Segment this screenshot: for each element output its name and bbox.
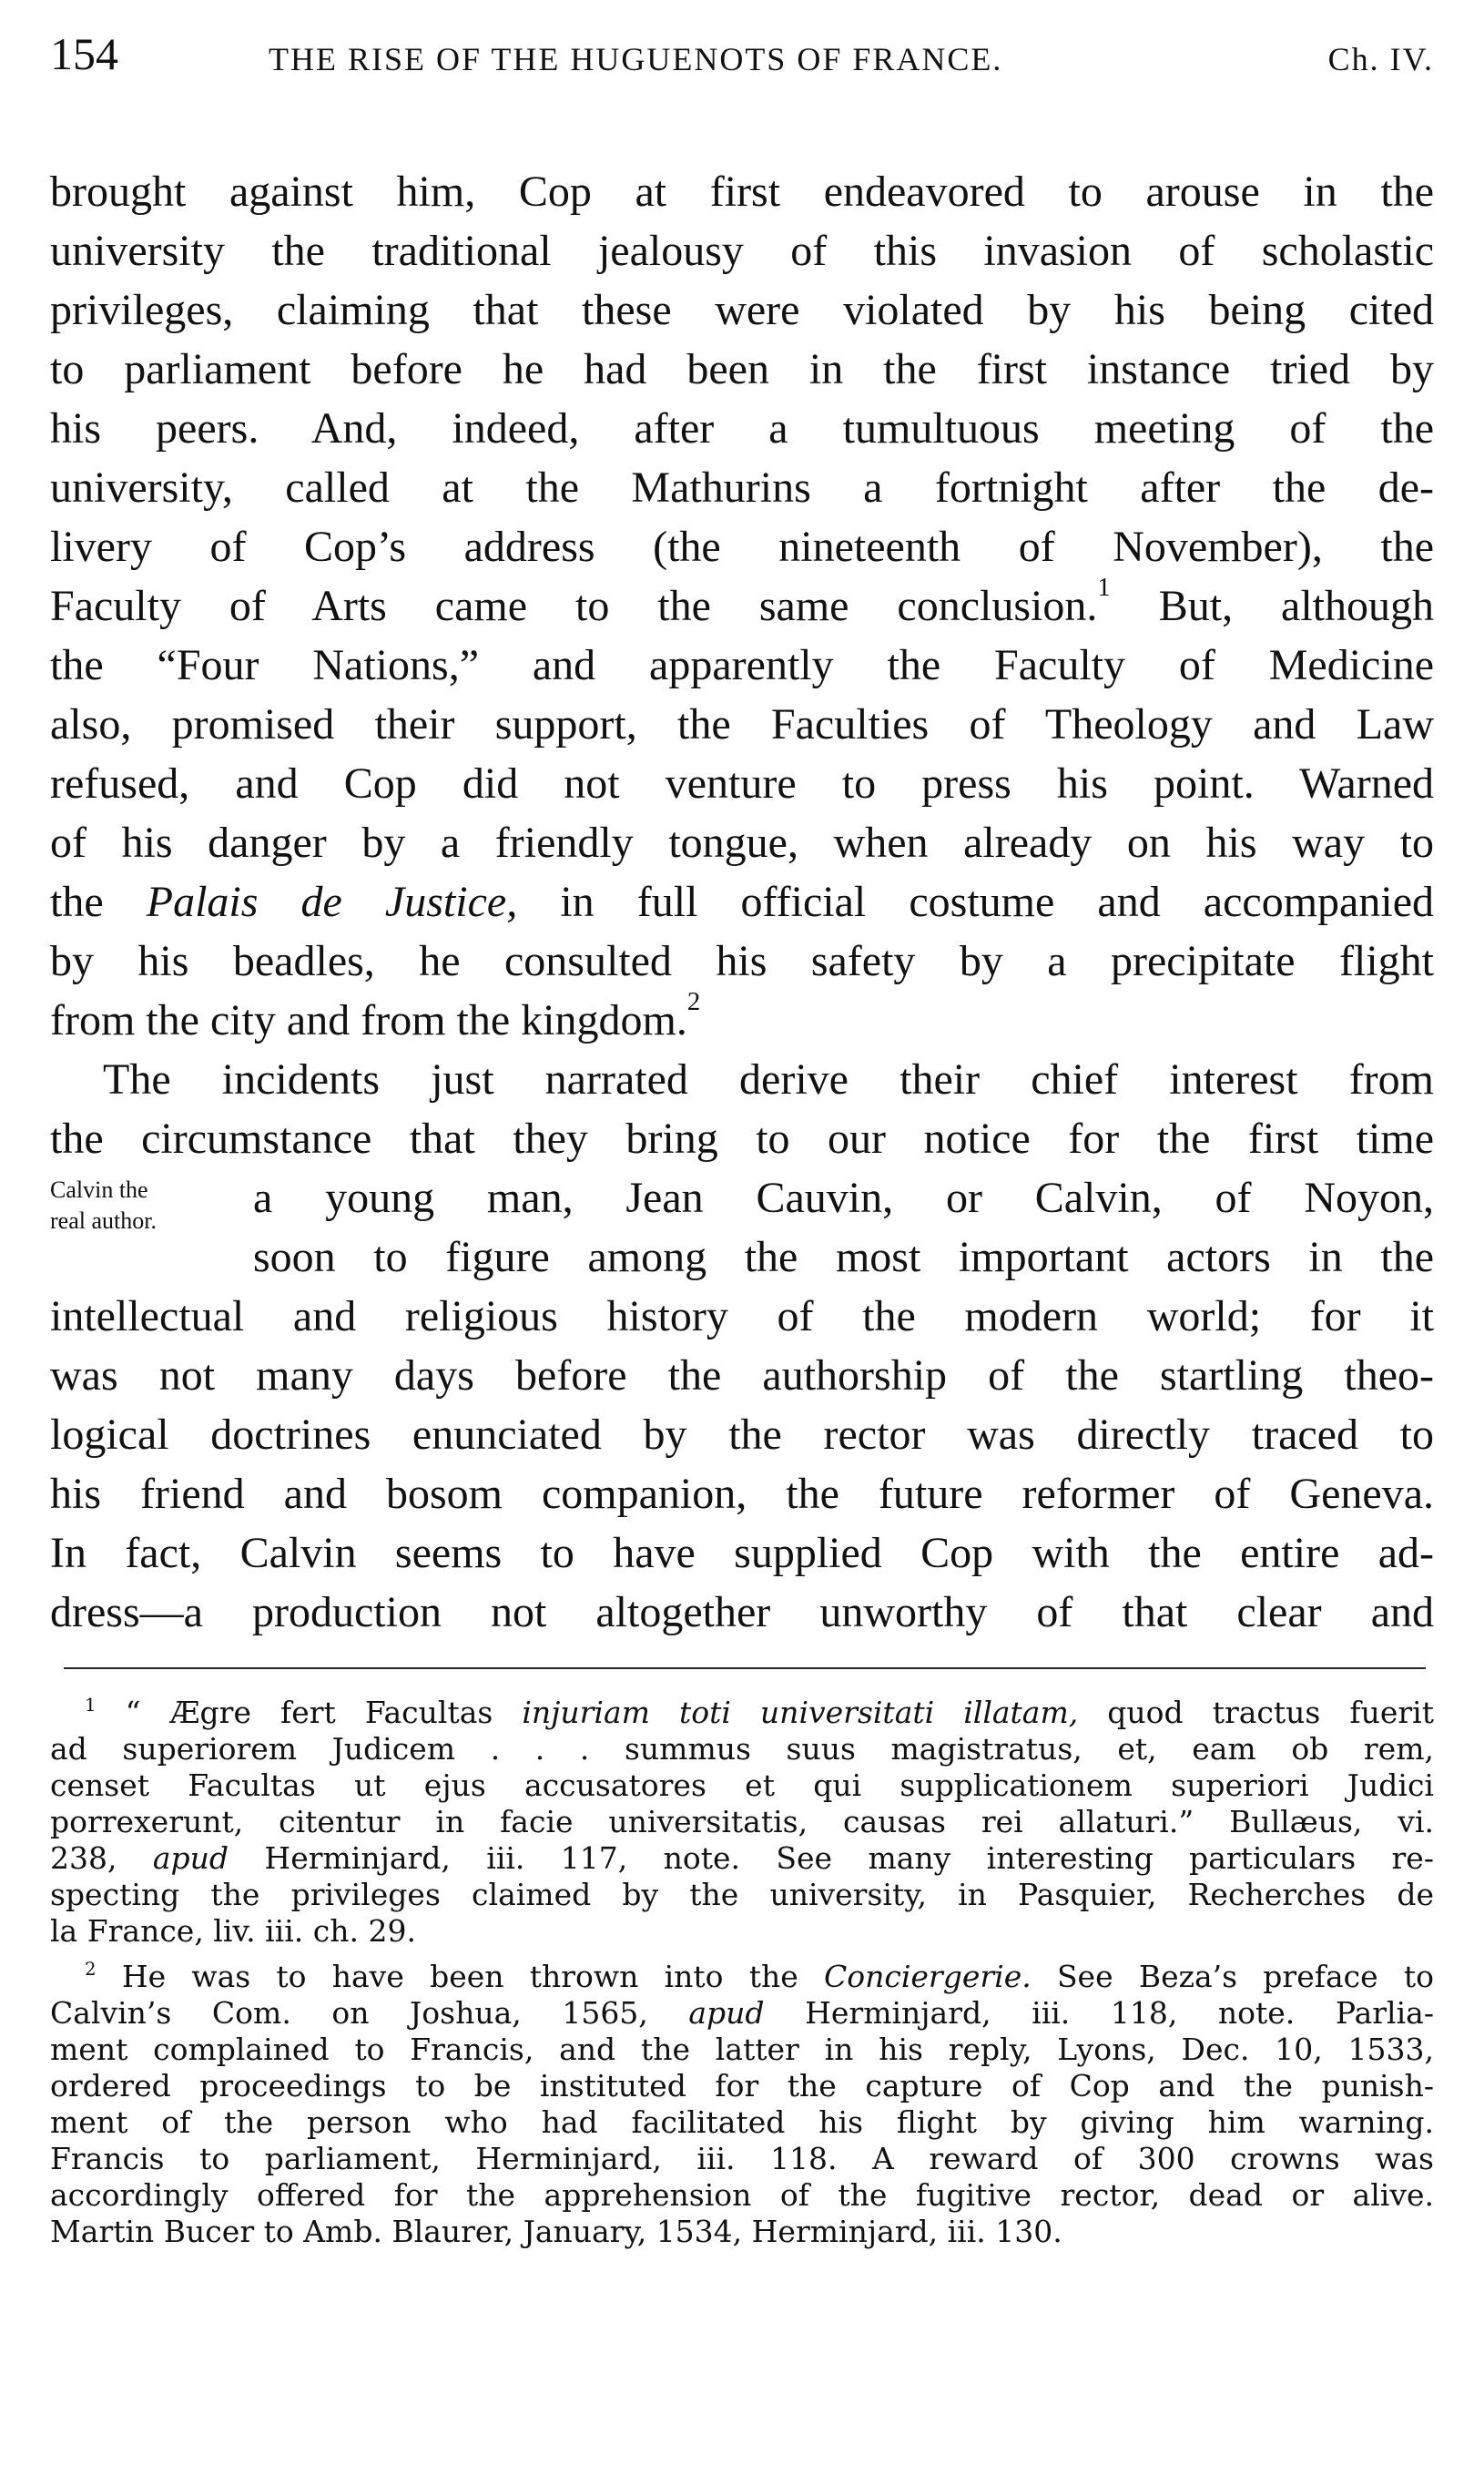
footnote-marker: 1 [85, 1695, 97, 1716]
footnote-line: accordingly offered for the apprehension of the fugitive rector, dead or alive. [50, 2177, 1434, 2213]
body-line: to parliament before he had been in the first instance tried by [50, 345, 1434, 393]
body-line: refused, and Cop did not venture to press his point. Warned [50, 759, 1434, 808]
body-line-text: the [50, 878, 104, 926]
body-line: the “Four Nations,” and apparently the Faculty of Medicine [50, 641, 1434, 689]
body-line: soon to figure among the most important actors in the [253, 1233, 1434, 1281]
body-line: privileges, claiming that these were violated by his being cited [50, 286, 1434, 334]
footnote-text: “ Ægre fert Facultas [125, 1695, 493, 1730]
body-line: In fact, Calvin seems to have supplied Cop with the entire ad- [50, 1529, 1434, 1577]
footnote-line: ment complained to Francis, and the latter in his reply, Lyons, Dec. 10, 1533, [50, 2032, 1434, 2067]
body-line: logical doctrines enunciated by the rector was directly traced to [50, 1411, 1434, 1459]
chapter-label: Ch. IV. [1327, 41, 1434, 77]
footnotes [50, 1695, 1434, 2250]
body-text [50, 162, 1434, 1642]
footnote-text: Herminjard, iii. 118, note. Parlia- [805, 1995, 1434, 2031]
footnote-line [50, 1695, 1434, 1731]
footnote-marker: 2 [85, 1959, 97, 1980]
margin-note [50, 1175, 157, 1237]
body-line: also, promised their support, the Faculties of Theology and Law [50, 700, 1434, 749]
footnote-divider [64, 1667, 1426, 1669]
body-line-text: Faculty of Arts came to the same conclusion. [50, 582, 1098, 630]
footnote-line: ment of the person who had facilitated his flight by giving him warning. [50, 2104, 1434, 2140]
book-page [50, 27, 1434, 2250]
footnote-line: la France, liv. iii. ch. 29. [50, 1913, 416, 1949]
body-line: his peers. And, indeed, after a tumultuous meeting of the [50, 404, 1434, 453]
body-line: was not many days before the authorship of the startling theo- [50, 1351, 1434, 1400]
body-line: The incidents just narrated derive their chief interest from [103, 1055, 1434, 1104]
margin-note-line: Calvin the [50, 1176, 148, 1203]
italic-term: apud [152, 1840, 229, 1876]
body-line: intellectual and religious history of the modern world; for it [50, 1292, 1434, 1340]
running-title: THE RISE OF THE HUGUENOTS OF FRANCE. [269, 41, 1003, 77]
footnote-line: ad superiorem Judicem . . . summus suus magistratus, et, eam ob rem, [50, 1731, 1434, 1767]
margin-note-line: real author. [50, 1207, 157, 1234]
footnote-text: He was to have been thrown into the [121, 1959, 798, 1994]
body-line [50, 987, 1434, 1050]
body-line: of his danger by a friendly tongue, when already on his way to [50, 819, 1434, 867]
footnote-text: quod tractus fuerit [1107, 1695, 1434, 1730]
italic-term: apud [688, 1995, 765, 2031]
body-line: university, called at the Mathurins a fortnight after the de- [50, 463, 1434, 512]
footnote-spacer [50, 1950, 1434, 1959]
body-line [50, 872, 1434, 932]
footnote-line: ordered proceedings to be instituted for the capture of Cop and the punish- [50, 2068, 1434, 2103]
body-line: brought against him, Cop at first endeavored to arouse in the [50, 168, 1434, 216]
body-line: the circumstance that they bring to our notice for the first time [50, 1115, 1434, 1163]
italic-term: Palais de Justice, [146, 878, 518, 926]
footnote-2 [50, 1959, 1434, 2250]
italic-term: injuriam toti universitati illatam, [522, 1695, 1079, 1730]
footnote-ref-2[interactable]: 2 [686, 987, 701, 1016]
body-line-text: But, although [1158, 582, 1435, 630]
footnote-text: Calvin’s Com. on Joshua, 1565, [50, 1995, 648, 2031]
footnote-line: Francis to parliament, Herminjard, iii. 118. A reward of 300 crowns was [50, 2141, 1434, 2176]
body-line: by his beadles, he consulted his safety by a precipitate flight [50, 937, 1434, 985]
body-line: university the traditional jealousy of this invasion of scholastic [50, 227, 1434, 275]
footnote-line: porrexerunt, citentur in facie universitatis, causas rei allaturi.” Bullæus, vi. [50, 1804, 1434, 1839]
body-line [50, 573, 1435, 636]
footnote-line: Martin Bucer to Amb. Blaurer, January, 1534, Herminjard, iii. 130. [50, 2214, 1062, 2249]
body-line: his friend and bosom companion, the future reformer of Geneva. [50, 1470, 1434, 1518]
footnote-line [50, 1959, 1434, 1995]
footnote-line [50, 1995, 1434, 2032]
footnote-text: 238, [50, 1840, 117, 1876]
body-line: a young man, Jean Cauvin, or Calvin, of Noyon, [253, 1174, 1434, 1222]
footnote-1 [50, 1695, 1434, 1950]
italic-term: Conciergerie. [824, 1959, 1032, 1994]
body-line-text: in full official costume and accompanied [560, 878, 1435, 926]
body-line: livery of Cop’s address (the nineteenth of November), the [50, 523, 1434, 571]
footnote-text: Herminjard, iii. 117, note. See many interesting particulars re- [264, 1840, 1434, 1876]
footnote-line [50, 1840, 1434, 1877]
body-line: dress—a production not altogether unworthy of that clear and [50, 1588, 1434, 1636]
footnote-line: specting the privileges claimed by the university, in Pasquier, Recherches de [50, 1877, 1434, 1912]
page-number: 154 [50, 28, 118, 79]
body-line-text: from the city and from the kingdom. [50, 996, 687, 1044]
footnote-line: censet Facultas ut ejus accusatores et qui supplicationem superiori Judici [50, 1767, 1434, 1803]
footnote-text: See Beza’s preface to [1056, 1959, 1434, 1994]
running-head [50, 27, 1434, 91]
footnote-ref-1[interactable]: 1 [1097, 573, 1111, 602]
